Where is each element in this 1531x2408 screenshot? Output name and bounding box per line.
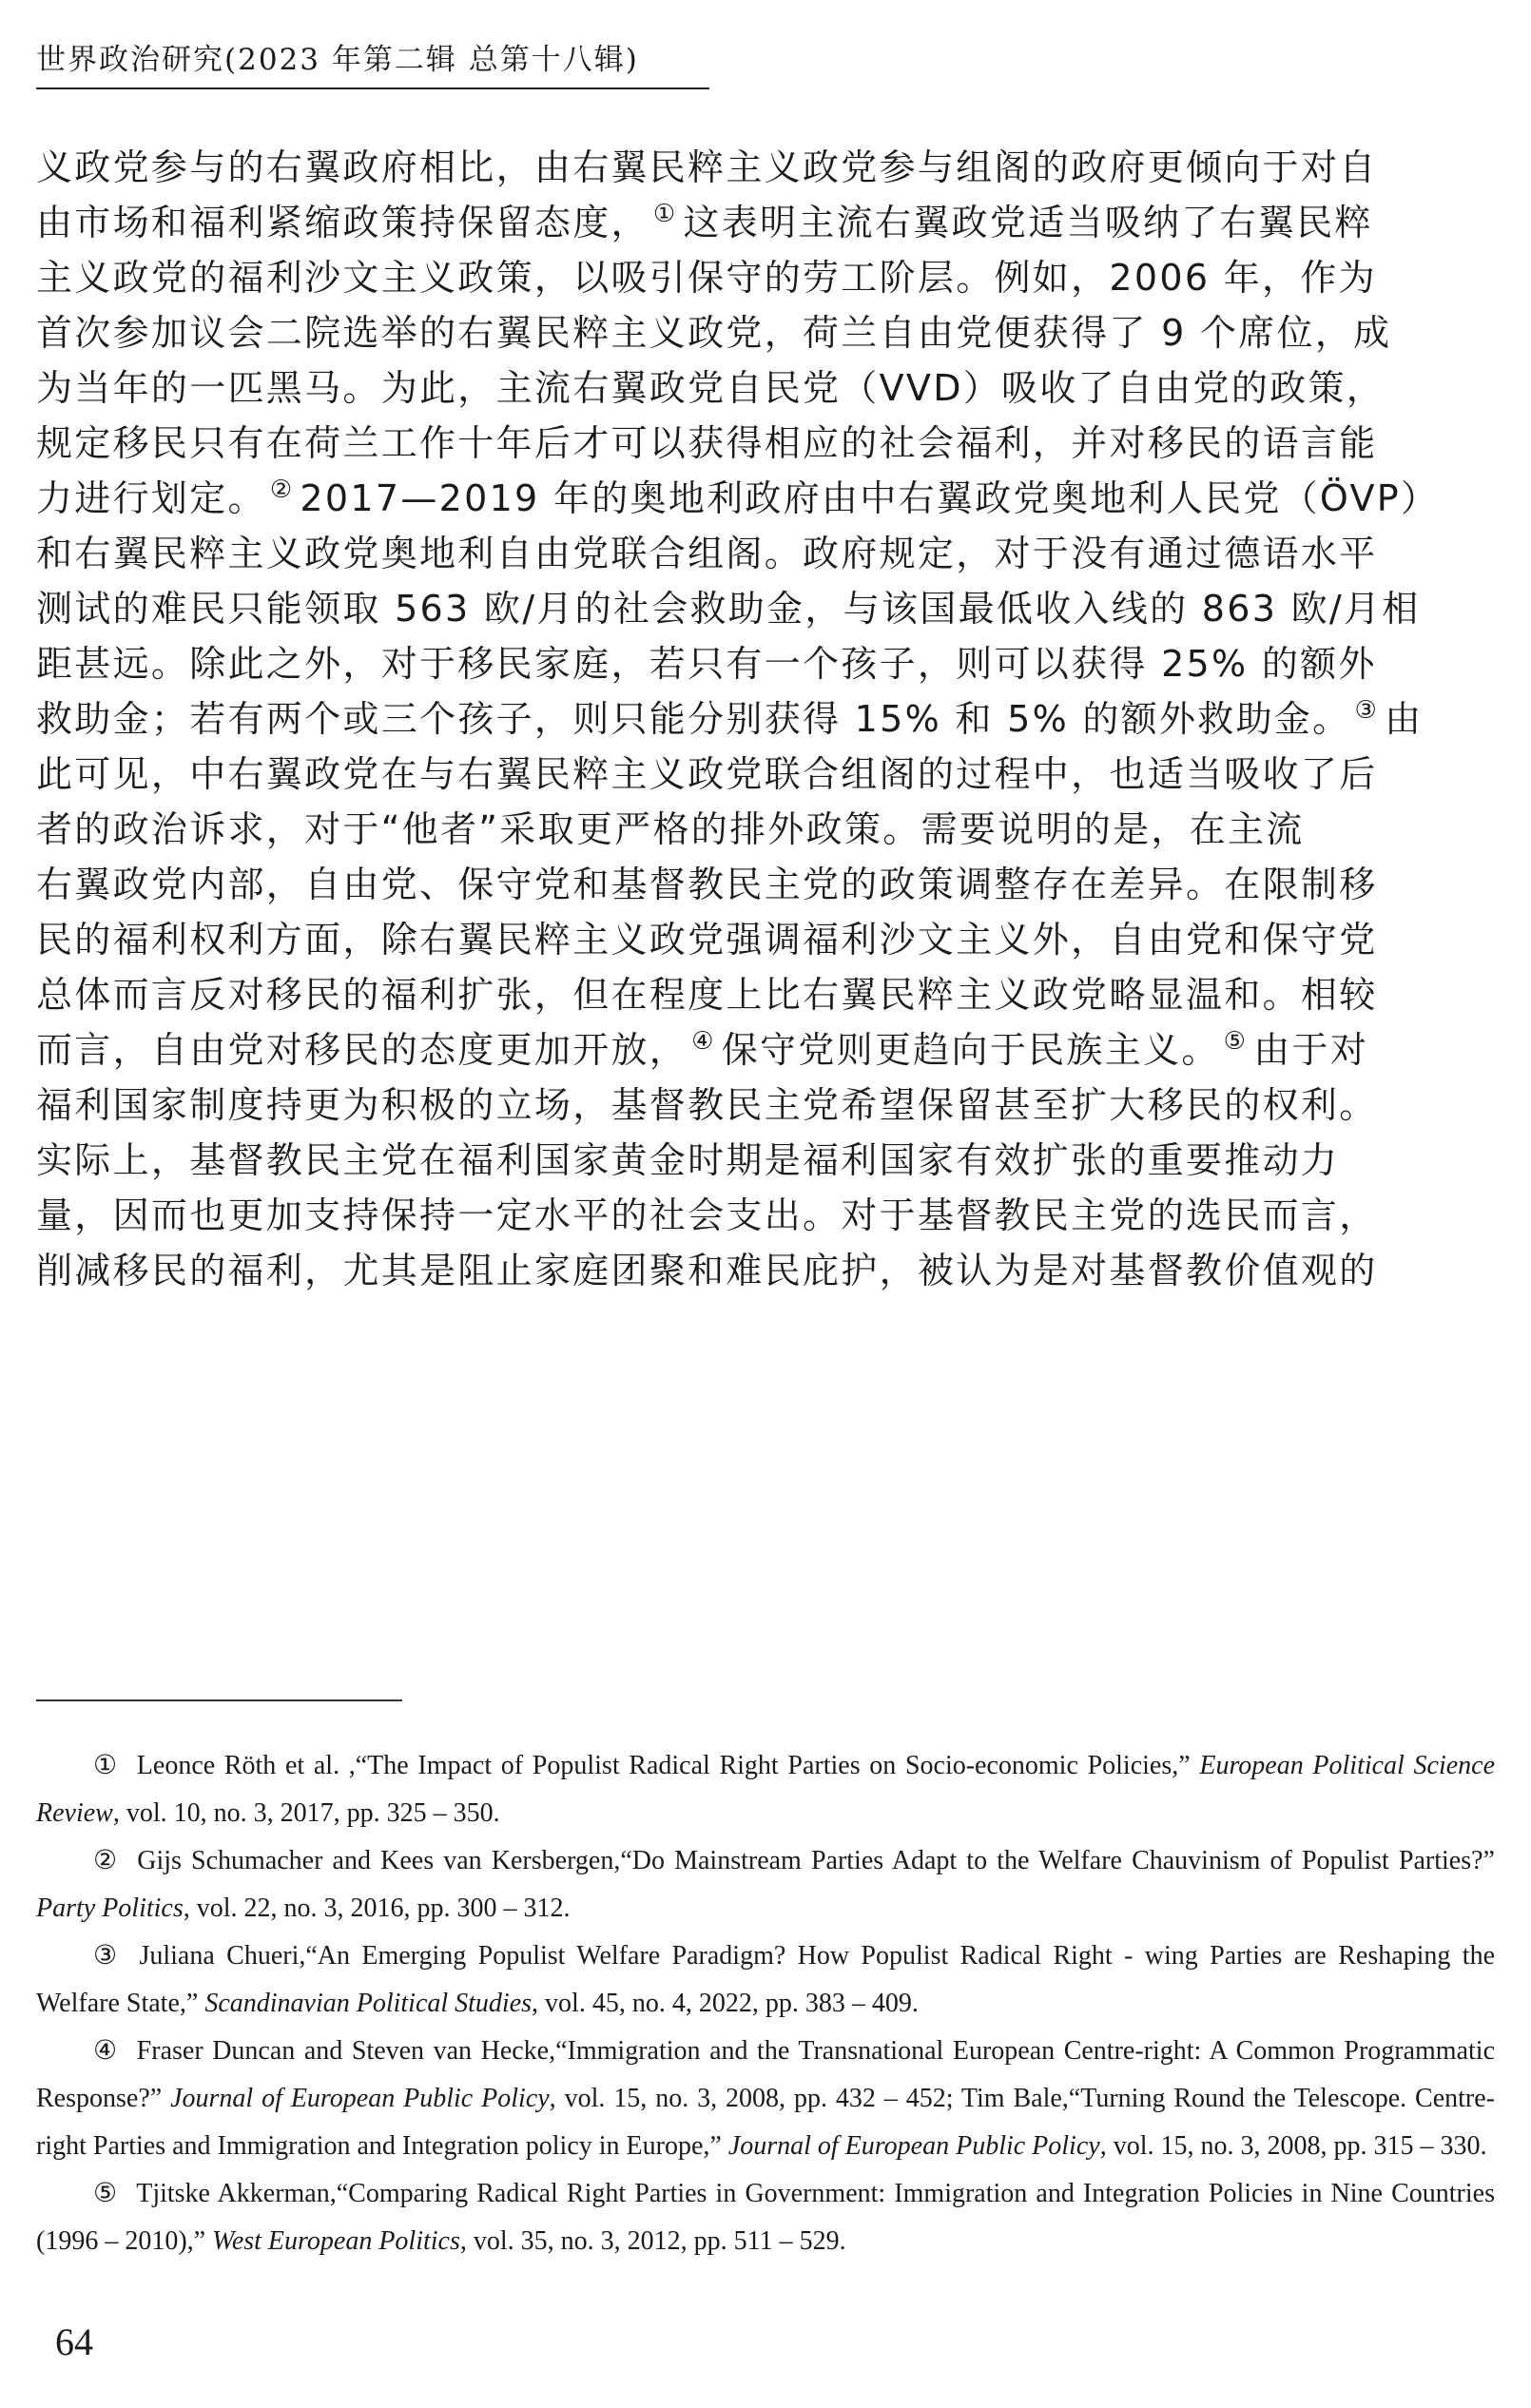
body-line: 削减移民的福利，尤其是阻止家庭团聚和难民庇护，被认为是对基督教价值观的 xyxy=(36,1250,1378,1291)
footnote-marker-5[interactable]: ⑤ xyxy=(1223,1027,1249,1057)
body-line: 主义政党的福利沙文主义政策，以吸引保守的劳工阶层。例如，2006 年，作为 xyxy=(36,257,1377,299)
body-line: 义政党参与的右翼政府相比，由右翼民粹主义政党参与组阁的政府更倾向于对自 xyxy=(36,146,1378,188)
body-line: 者的政治诉求，对于“他者”采取更严格的排外政策。需要说明的是，在主流 xyxy=(36,808,1305,850)
body-line: 力进行划定。 ② 2017—2019 年的奥地利政府由中右翼政党奥地利人民党（ÖVP） xyxy=(36,476,1440,519)
header-rule xyxy=(36,87,709,89)
footnote-marker-2[interactable]: ② xyxy=(269,476,295,505)
body-line: 此可见，中右翼政党在与右翼民粹主义政党联合组阁的过程中，也适当吸收了后 xyxy=(36,753,1378,795)
body-line: 首次参加议会二院选举的右翼民粹主义政党，荷兰自由党便获得了 9 个席位，成 xyxy=(36,312,1392,354)
running-header: 世界政治研究(2023 年第二辑 总第十八辑) xyxy=(36,43,639,77)
body-line: 由市场和福利紧缩政策持保留态度， ① 这表明主流右翼政党适当吸纳了右翼民粹 xyxy=(36,200,1373,243)
body-text xyxy=(36,140,1495,1298)
body-line: 规定移民只有在荷兰工作十年后才可以获得相应的社会福利，并对移民的语言能 xyxy=(36,422,1378,464)
body-line: 救助金；若有两个或三个孩子，则只能分别获得 15% 和 5% 的额外救助金。 ③ 由 xyxy=(36,696,1424,740)
footnote-4: ④ Fraser Duncan and Steven van Hecke,“Immigration and the Transnational European Centre-right: A Common Programmatic Response?” Journal of European Public Policy, vol. 15, no. 3, 2008, pp. 432 – 452; Tim Bale,“Turning Round the Telescope. Centre-right Parties and Immigration and Integration policy in Europe,” Journal of European Public Policy, vol. 15, no. 3, 2008, pp. 315 – 330. xyxy=(36,2036,1496,2161)
body-line: 距甚远。除此之外，对于移民家庭，若只有一个孩子，则可以获得 25% 的额外 xyxy=(36,643,1377,685)
body-line: 右翼政党内部，自由党、保守党和基督教民主党的政策调整存在差异。在限制移 xyxy=(36,864,1378,905)
body-line: 和右翼民粹主义政党奥地利自由党联合组阁。政府规定，对于没有通过德语水平 xyxy=(36,533,1378,574)
footnote-2: ② Gijs Schumacher and Kees van Kersbergen,“Do Mainstream Parties Adapt to the Welfare Chauvinism of Populist Parties?” Party Politics, vol. 22, no. 3, 2016, pp. 300 – 312. xyxy=(36,1846,1495,1923)
footnote-rule xyxy=(36,1699,402,1701)
footnote-1: ① Leonce Röth et al. ,“The Impact of Populist Radical Right Parties on Socio-economic Policies,” European Political Science Review, vol. 10, no. 3, 2017, pp. 325 – 350. xyxy=(36,1751,1496,1828)
body-line: 福利国家制度持更为积极的立场，基督教民主党希望保留甚至扩大移民的权利。 xyxy=(36,1084,1378,1126)
footnote-marker-4[interactable]: ④ xyxy=(691,1027,716,1057)
body-line: 实际上，基督教民主党在福利国家黄金时期是福利国家有效扩张的重要推动力 xyxy=(36,1139,1340,1181)
body-line: 民的福利权利方面，除右翼民粹主义政党强调福利沙文主义外，自由党和保守党 xyxy=(36,919,1378,961)
body-line: 量，因而也更加支持保持一定水平的社会支出。对于基督教民主党的选民而言， xyxy=(36,1194,1378,1236)
body-line: 测试的难民只能领取 563 欧/月的社会救助金，与该国最低收入线的 863 欧/月相 xyxy=(36,588,1421,630)
footnote-3: ③ Juliana Chueri,“An Emerging Populist Welfare Paradigm? How Populist Radical Right - wing Parties are Reshaping the Welfare State,” Scandinavian Political Studies, vol. 45, no. 4, 2022, pp. 383 – 409. xyxy=(36,1941,1495,2018)
footnotes xyxy=(36,1742,1495,2265)
footnote-marker-3[interactable]: ③ xyxy=(1354,696,1380,726)
footnote-marker-1[interactable]: ① xyxy=(652,200,678,229)
footnote-5: ⑤ Tjitske Akkerman,“Comparing Radical Right Parties in Government: Immigration and Integration Policies in Nine Countries (1996 – 2010),” West European Politics, vol. 35, no. 3, 2012, pp. 511 – 529. xyxy=(36,2179,1495,2256)
body-line: 而言，自由党对移民的态度更加开放， ④ 保守党则更趋向于民族主义。 ⑤ 由于对 xyxy=(36,1027,1369,1071)
page-number: 64 xyxy=(55,2321,93,2363)
body-line: 为当年的一匹黑马。为此，主流右翼政党自民党（VVD）吸收了自由党的政策， xyxy=(36,367,1386,409)
body-line: 总体而言反对移民的福利扩张，但在程度上比右翼民粹主义政党略显温和。相较 xyxy=(36,974,1378,1016)
